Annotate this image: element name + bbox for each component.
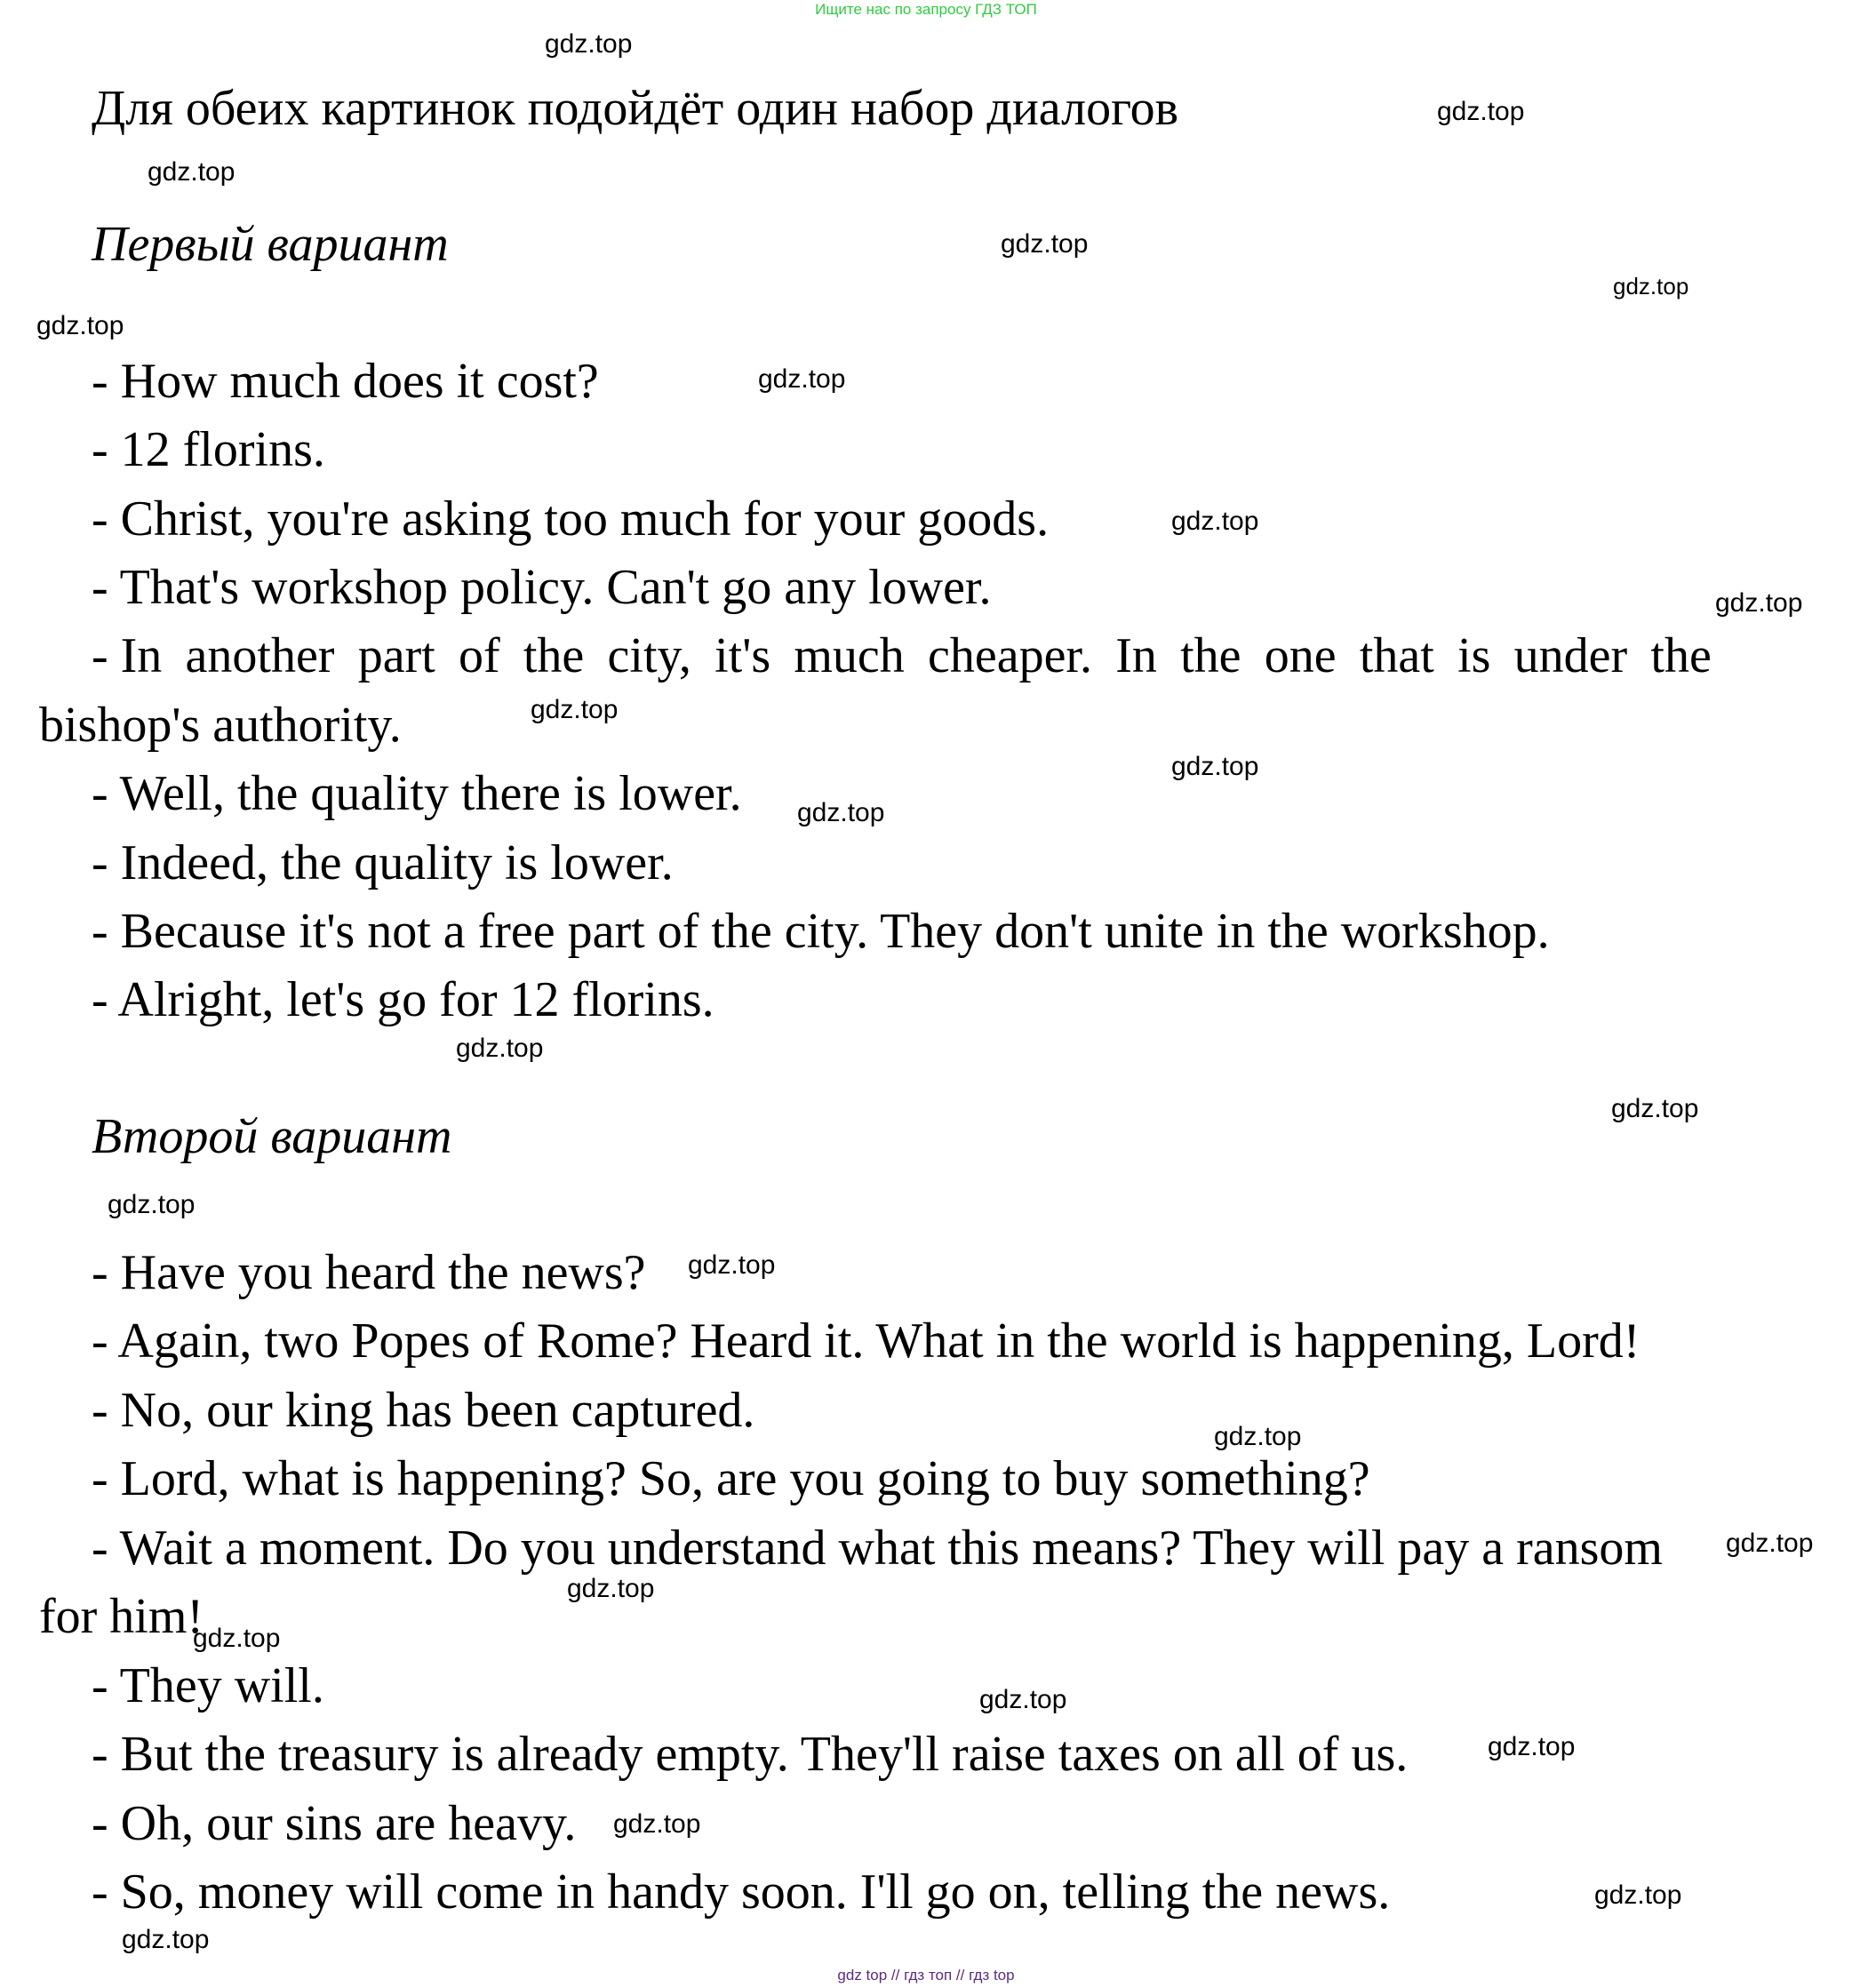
dialog-word: of xyxy=(458,628,500,683)
watermark-text: gdz.top xyxy=(36,311,124,340)
watermark-text: gdz.top xyxy=(122,1925,210,1954)
watermark-text: gdz.top xyxy=(1488,1732,1576,1761)
dialog-word: cheaper. xyxy=(928,628,1092,683)
dialog-word: one xyxy=(1264,628,1337,683)
dialog-word: it's xyxy=(714,628,771,683)
dialog-line: - Oh, our sins are heavy. xyxy=(92,1796,577,1851)
dialog-word: city, xyxy=(607,628,691,683)
watermark-text: gdz.top xyxy=(108,1190,196,1219)
dialog-word: In xyxy=(1115,628,1157,683)
intro-text: Для обеих картинок подойдёт один набор диалогов xyxy=(92,81,1179,136)
watermark-text: gdz.top xyxy=(1214,1422,1302,1451)
dialog-line: - No, our king has been captured. xyxy=(92,1383,755,1438)
watermark-text: gdz.top xyxy=(567,1574,655,1603)
dialog-word: - In xyxy=(92,628,163,683)
dialog-line: - Wait a moment. Do you understand what this means? They will pay a ransom xyxy=(92,1521,1663,1576)
dialog-line-justified xyxy=(92,627,1712,684)
dialog-line: - How much does it cost? xyxy=(92,354,599,409)
dialog-word: is xyxy=(1457,628,1491,683)
dialog-line: bishop's authority. xyxy=(39,698,402,753)
watermark-text: gdz.top xyxy=(1594,1880,1682,1910)
watermark-text: gdz.top xyxy=(1437,97,1525,126)
watermark-text: gdz.top xyxy=(545,29,633,59)
dialog-word: the xyxy=(1180,628,1241,683)
footer-watermark: gdz top // гдз топ // гдз top xyxy=(837,1967,1015,1984)
top-banner: Ищите нас по запросу ГДЗ ТОП xyxy=(815,1,1037,18)
watermark-text: gdz.top xyxy=(148,157,235,187)
dialog-line: - Christ, you're asking too much for your goods. xyxy=(92,491,1050,547)
dialog-word: the xyxy=(1650,628,1712,683)
watermark-text: gdz.top xyxy=(1171,752,1259,781)
watermark-text: gdz.top xyxy=(1726,1529,1814,1558)
watermark-text: gdz.top xyxy=(688,1250,776,1280)
watermark-text: gdz.top xyxy=(797,798,885,827)
dialog-line: - Have you heard the news? xyxy=(92,1245,646,1300)
watermark-text: gdz.top xyxy=(613,1809,701,1839)
dialog-word: the xyxy=(523,628,585,683)
dialog-word: much xyxy=(794,628,905,683)
dialog-word: under xyxy=(1513,628,1628,683)
dialog-line: - Again, two Popes of Rome? Heard it. What in the world is happening, Lord! xyxy=(92,1313,1640,1369)
dialog-line: - 12 florins. xyxy=(92,422,325,477)
watermark-text: gdz.top xyxy=(1715,588,1803,618)
watermark-text: gdz.top xyxy=(1611,1094,1699,1123)
dialog-line: - Because it's not a free part of the city. They don't unite in the workshop. xyxy=(92,904,1550,959)
dialog-word: that xyxy=(1359,628,1434,683)
dialog-word: another xyxy=(185,628,335,683)
dialog-line: - Well, the quality there is lower. xyxy=(92,766,742,821)
variant1-heading: Первый вариант xyxy=(92,217,449,272)
dialog-line: - Alright, let's go for 12 florins. xyxy=(92,972,714,1027)
dialog-line: - Lord, what is happening? So, are you going to buy something? xyxy=(92,1451,1370,1506)
dialog-word: part xyxy=(357,628,435,683)
dialog-line: for him! xyxy=(39,1589,204,1644)
dialog-line: - But the treasury is already empty. They'll raise taxes on all of us. xyxy=(92,1727,1409,1782)
dialog-line: - Indeed, the quality is lower. xyxy=(92,835,674,890)
watermark-text: gdz.top xyxy=(979,1685,1067,1714)
variant2-heading: Второй вариант xyxy=(92,1109,452,1164)
watermark-text: gdz.top xyxy=(1171,507,1259,536)
watermark-text: gdz.top xyxy=(456,1034,544,1063)
watermark-text: gdz.top xyxy=(1613,273,1689,299)
watermark-text: gdz.top xyxy=(758,364,846,394)
watermark-text: gdz.top xyxy=(193,1624,281,1653)
dialog-line: - That's workshop policy. Can't go any lower. xyxy=(92,560,992,615)
dialog-line: - They will. xyxy=(92,1658,324,1713)
watermark-text: gdz.top xyxy=(531,695,619,724)
dialog-line: - So, money will come in handy soon. I'll go on, telling the news. xyxy=(92,1864,1391,1920)
watermark-text: gdz.top xyxy=(1001,229,1089,259)
